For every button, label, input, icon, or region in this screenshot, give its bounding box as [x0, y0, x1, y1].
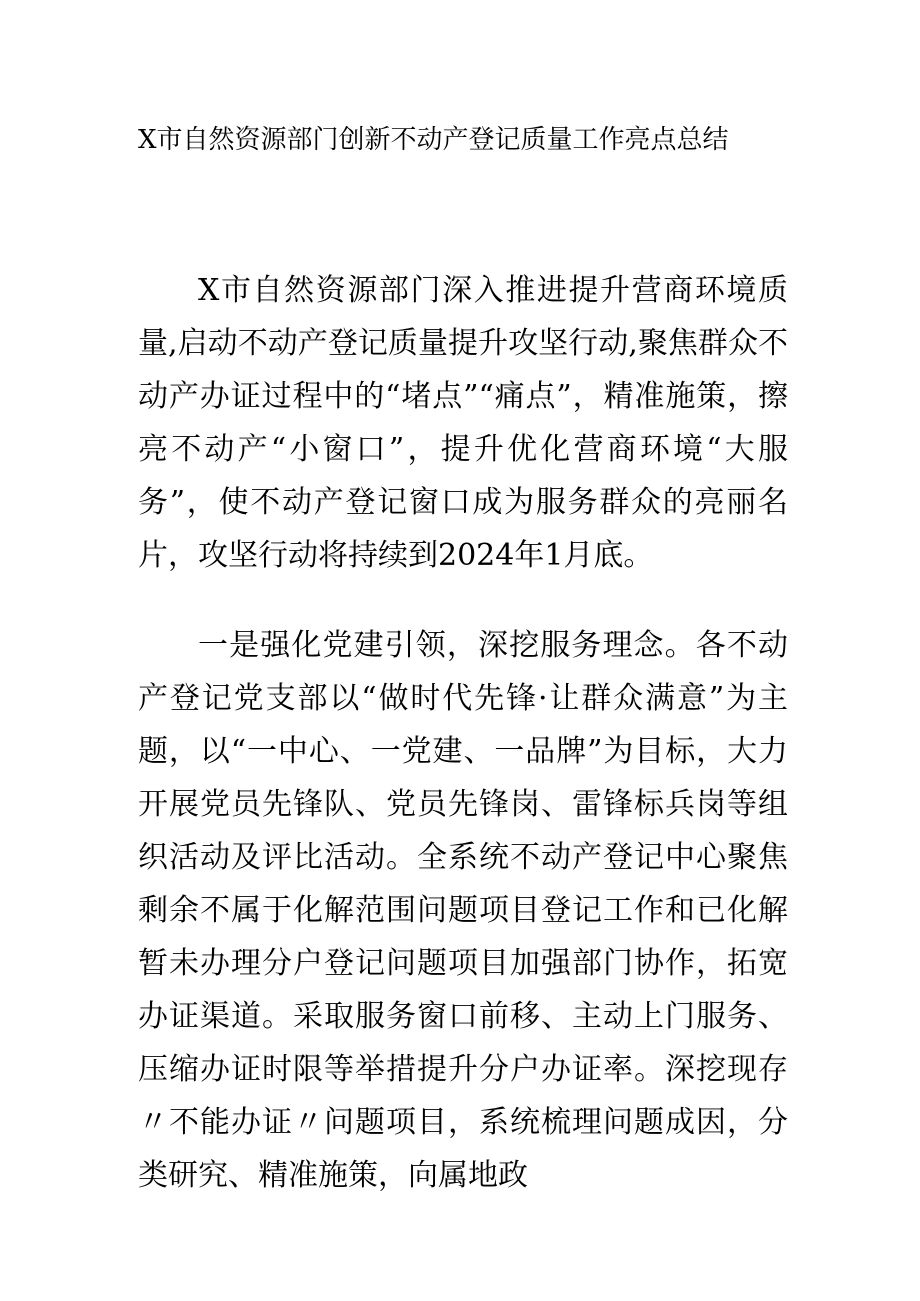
paragraph-intro: X市自然资源部门深入推进提升营商环境质量,启动不动产登记质量提升攻坚行动,聚焦群众不动产办证过程中的“堵点”“痛点”，精准施策，擦亮不动产“小窗口”，提升优化营商环境“大服务”，使不动产登记窗口成为服务群众的亮丽名片，攻坚行动将持续到2024年1月底。 — [138, 273, 788, 573]
document-title: X市自然资源部门创新不动产登记质量工作亮点总结 — [138, 125, 729, 155]
paragraph-party-building: 一是强化党建引领，深挖服务理念。各不动产登记党支部以“做时代先锋·让群众满意”为主题，以“一中心、一党建、一品牌”为目标，大力开展党员先锋队、党员先锋岗、雷锋标兵岗等组织活动及评比活动。全系统不动产登记中心聚焦剩余不属于化解范围问题项目登记工作和已化解暂未办理分户登记问题项目加强部门协作，拓宽办证渠道。采取服务窗口前移、主动上门服务、压缩办证时限等举措提升分户办证率。深挖现存〃不能办证〃问题项目，系统梳理问题成因，分类研究、精准施策，向属地政 — [138, 628, 788, 1193]
